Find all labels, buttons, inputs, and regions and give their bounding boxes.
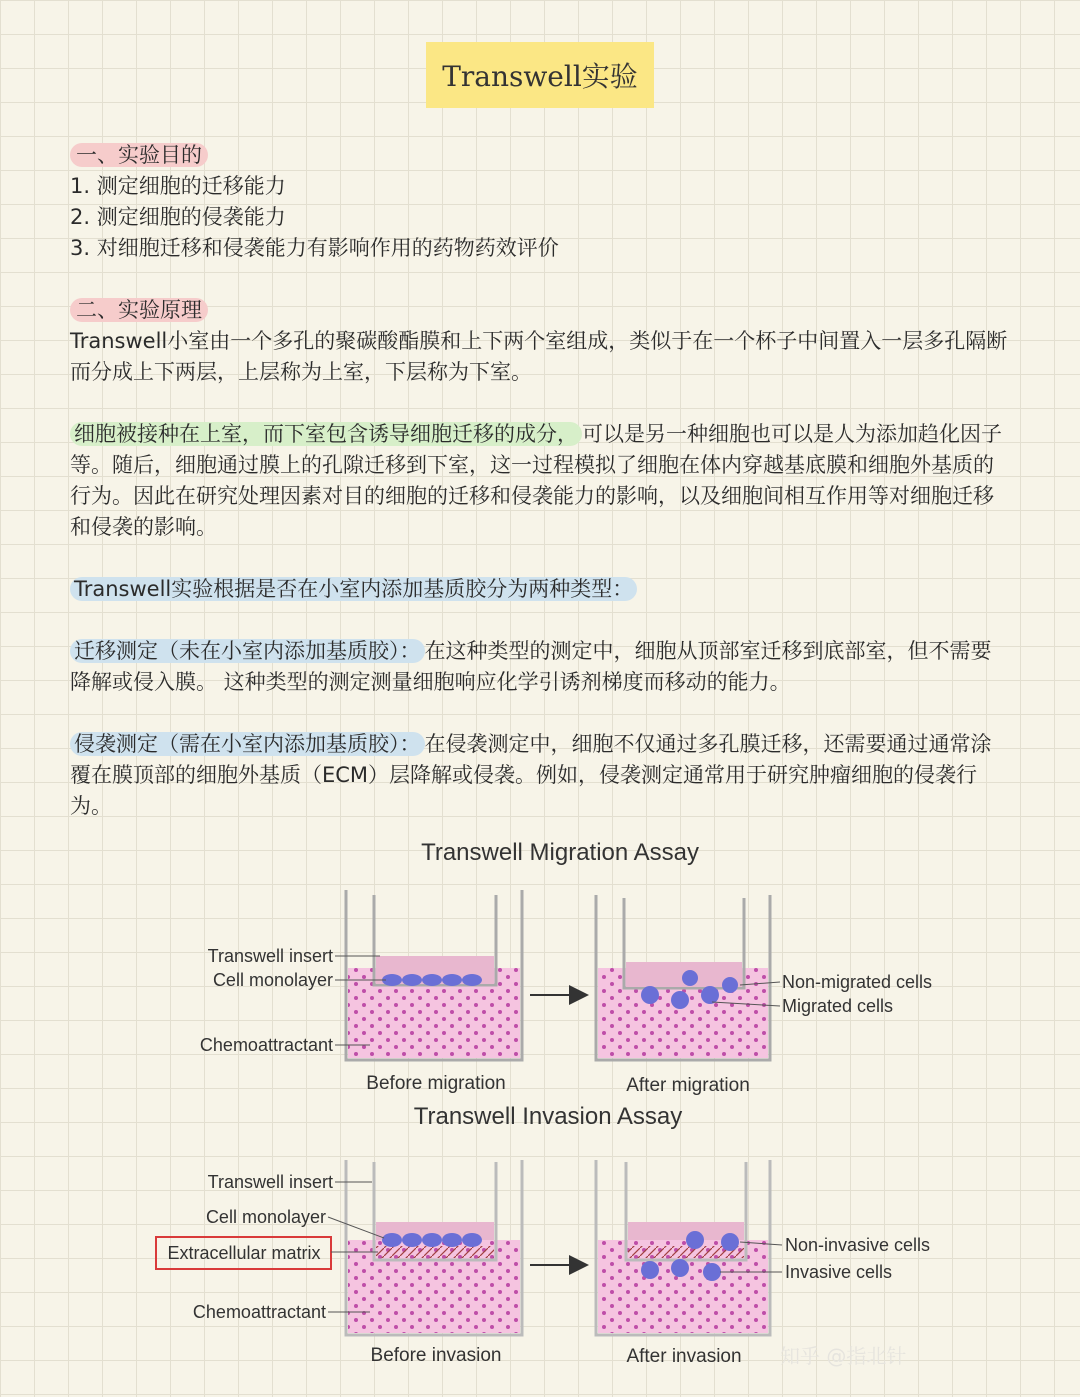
label-transwell-insert-invasion: Transwell insert xyxy=(207,1172,333,1192)
invasion-assay-title: Transwell Invasion Assay xyxy=(413,1103,683,1130)
purpose-item-2: 2. 测定细胞的侵袭能力 xyxy=(70,205,286,229)
purpose-item-3: 3. 对细胞迁移和侵袭能力有影响作用的药物药效评价 xyxy=(70,236,559,260)
label-chemoattractant-migration: Chemoattractant xyxy=(199,1035,333,1055)
invasion-assay-text: 在侵袭测定中，细胞不仅通过多孔膜迁移，还需要通过通常涂覆在膜顶部的细胞外基质（ECM）层降解或侵袭。例如，侵袭测定通常用于研究肿瘤细胞的侵袭行为。 xyxy=(70,732,992,818)
invasion-assay-label: 侵袭测定（需在小室内添加基质胶）： xyxy=(70,732,425,756)
label-chemoattractant-invasion: Chemoattractant xyxy=(192,1302,326,1322)
label-transwell-insert-migration: Transwell insert xyxy=(207,946,333,966)
principle-para-1: Transwell小室由一个多孔的聚碳酸酯膜和上下两个室组成，类似于在一个杯子中间置入一层多孔隔断而分成上下两层，上层称为上室，下层称为下室。 xyxy=(70,329,1008,384)
label-cell-monolayer-invasion: Cell monolayer xyxy=(205,1207,326,1227)
purpose-item-1: 1. 测定细胞的迁移能力 xyxy=(70,174,286,198)
cell-monolayer xyxy=(382,974,482,986)
migration-assay-text: 在这种类型的测定中，细胞从顶部室迁移到底部室，但不需要降解或侵入膜。 这种类型的测定测量细胞响应化学引诱剂梯度而移动的能力。 xyxy=(70,639,992,694)
section-heading-purpose: 一、实验目的 xyxy=(70,143,208,167)
label-non-migrated-cells: Non-migrated cells xyxy=(782,972,933,992)
migration-assay-title: Transwell Migration Assay xyxy=(421,839,699,866)
label-non-invasive-cells: Non-invasive cells xyxy=(785,1235,931,1255)
label-migrated-cells: Migrated cells xyxy=(782,996,894,1016)
invasion-after-well xyxy=(596,1160,770,1335)
page-title: Transwell实验 xyxy=(426,42,654,108)
migration-before-well xyxy=(346,890,522,1060)
caption-before-migration: Before migration xyxy=(366,1073,506,1094)
label-cell-monolayer-migration: Cell monolayer xyxy=(212,970,333,990)
section-heading-principle: 二、实验原理 xyxy=(70,298,208,322)
watermark: 知乎 @指北针 xyxy=(780,1344,907,1368)
caption-after-migration: After migration xyxy=(626,1075,750,1096)
label-extracellular-matrix: Extracellular matrix xyxy=(167,1243,321,1263)
principle-para-2-highlight: 细胞被接种在上室，而下室包含诱导细胞迁移的成分， xyxy=(70,422,582,446)
extracellular-matrix-layer xyxy=(376,1246,494,1258)
types-intro: Transwell实验根据是否在小室内添加基质胶分为两种类型： xyxy=(70,577,637,601)
migration-after-well xyxy=(596,895,770,1060)
caption-after-invasion: After invasion xyxy=(626,1346,742,1367)
principle-para-2-rest: 可以是另一种细胞也可以是人为添加趋化因子等。随后，细胞通过膜上的孔隙迁移到下室，这一过程模拟了细胞在体内穿越基底膜和细胞外基质的行为。因此在研究处理因素对目的细胞的迁移和侵袭能力的影响，以及细胞间相互作用等对细胞迁移和侵袭的影响。 xyxy=(70,422,1002,539)
caption-before-invasion: Before invasion xyxy=(370,1345,502,1366)
invasion-before-well xyxy=(346,1160,522,1335)
label-invasive-cells: Invasive cells xyxy=(785,1262,893,1282)
migration-assay-label: 迁移测定（未在小室内添加基质胶）： xyxy=(70,639,425,663)
